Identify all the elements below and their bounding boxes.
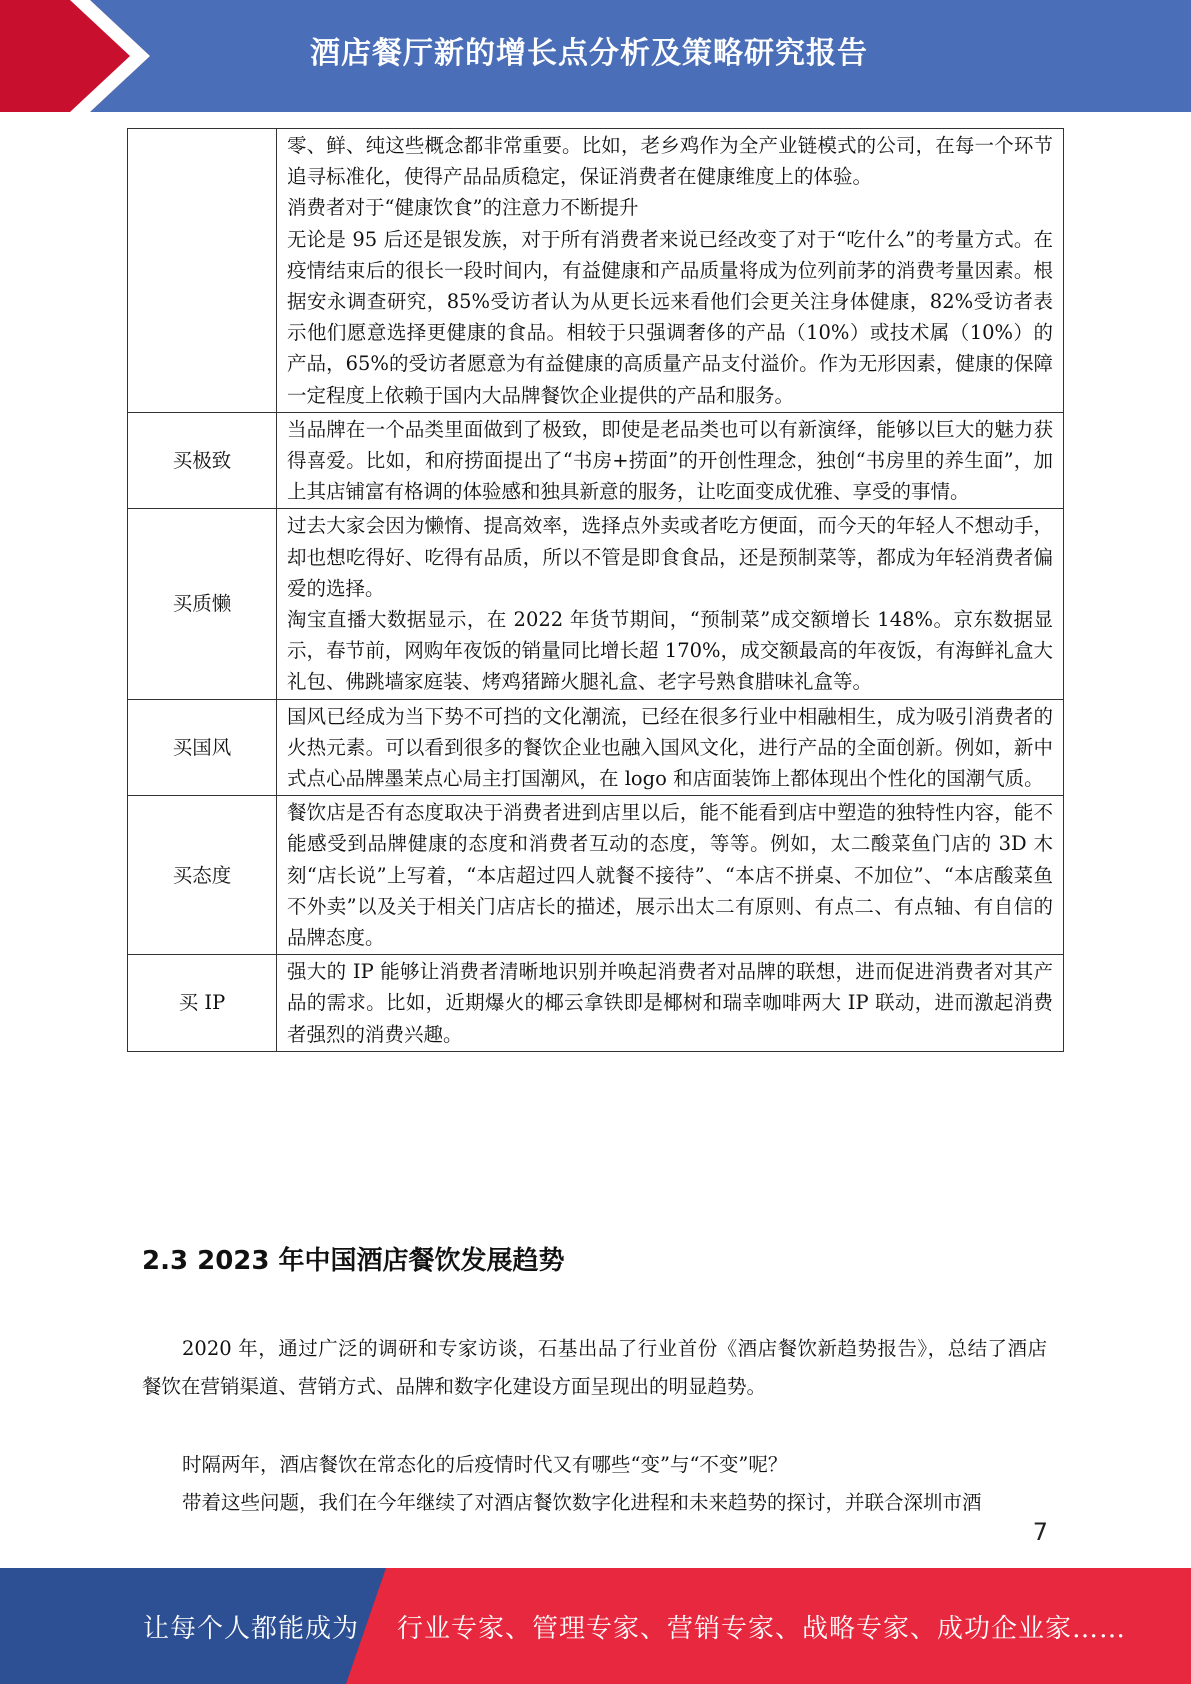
row-content [277,955,1064,1052]
footer-slogan-right: 行业专家、管理专家、营销专家、战略专家、成功企业家…… [397,1614,1127,1644]
row-content [277,699,1064,796]
page-footer [0,1568,1191,1684]
row-content [277,129,1064,413]
table-row [128,412,1064,509]
row-content-paragraph: 强大的 IP 能够让消费者清晰地识别并唤起消费者对品牌的联想，进而促进消费者对其产品的需求。比如，近期爆火的椰云拿铁即是椰树和瑞幸咖啡两大 IP 联动，进而激起消费者强烈的消费兴趣。 [287,960,1053,1046]
header-title: 酒店餐厅新的增长点分析及策略研究报告 [310,36,868,71]
row-content-paragraph: 淘宝直播大数据显示，在 2022 年货节期间，“预制菜”成交额增长 148%。京东数据显示，春节前，网购年夜饭的销量同比增长超 170%，成交额最高的年夜饭，有海鲜礼盒大礼包、佛跳墙家庭装、烤鸡猪蹄火腿礼盒、老字号熟食腊味礼盒等。 [287,608,1053,694]
row-content-paragraph: 当品牌在一个品类里面做到了极致，即使是老品类也可以有新演绎，能够以巨大的魅力获得喜爱。比如，和府捞面提出了“书房+捞面”的开创性理念，独创“书房里的养生面”，加上其店铺富有格调的体验感和独具新意的服务，让吃面变成优雅、享受的事情。 [287,417,1053,504]
table-row [128,699,1064,796]
row-category: 买 IP [128,955,277,1052]
section-paragraph-3: 带着这些问题，我们在今年继续了对酒店餐饮数字化进程和未来趋势的探讨，并联合深圳市酒 [182,1491,982,1514]
row-content [277,509,1064,699]
table-row [128,509,1064,699]
page-header [0,0,1191,112]
consumer-trends-table [127,128,1064,1052]
row-content-paragraph: 国风已经成为当下势不可挡的文化潮流，已经在很多行业中相融相生，成为吸引消费者的火热元素。可以看到很多的餐饮企业也融入国风文化，进行产品的全面创新。例如，新中式点心品牌墨茉点心局主打国潮风，在 logo 和店面装饰上都体现出个性化的国潮气质。 [287,704,1053,791]
row-category: 买极致 [128,412,277,509]
row-content-paragraph: 餐饮店是否有态度取决于消费者进到店里以后，能不能看到店中塑造的独特性内容，能不能感受到品牌健康的态度和消费者互动的态度，等等。例如，太二酸菜鱼门店的 3D 木刻“店长说”上写着，“本店超过四人就餐不接待”、“本店不拼桌、不加位”、“本店酸菜鱼不外卖”以及关于相关门店店长的描述，展示出太二有原则、有点二、有点轴、有自信的品牌态度。 [287,801,1053,950]
row-category: 买国风 [128,699,277,796]
row-content-paragraph: 过去大家会因为懒惰、提高效率，选择点外卖或者吃方便面，而今天的年轻人不想动手，却也想吃得好、吃得有品质，所以不管是即食食品，还是预制菜等，都成为年轻消费者偏爱的选择。 [287,514,1053,600]
section-paragraph-1: 2020 年，通过广泛的调研和专家访谈，石基出品了行业首份《酒店餐饮新趋势报告》，总结了酒店餐饮在营销渠道、营销方式、品牌和数字化建设方面呈现出的明显趋势。 [142,1337,1047,1398]
page-number: 7 [1032,1518,1048,1546]
row-content-paragraph: 无论是 95 后还是银发族，对于所有消费者来说已经改变了对于“吃什么”的考量方式。在疫情结束后的很长一段时间内，有益健康和产品质量将成为位列前茅的消费考量因素。根据安永调查研究，85%受访者认为从更长远来看他们会更关注身体健康，82%受访者表示他们愿意选择更健康的食品。相较于只强调奢侈的产品（10%）或技术属（10%）的产品，65%的受访者愿意为有益健康的高质量产品支付溢价。作为无形因素，健康的保障一定程度上依赖于国内大品牌餐饮企业提供的产品和服务。 [287,227,1053,407]
row-content [277,412,1064,509]
row-content-paragraph: 消费者对于“健康饮食”的注意力不断提升 [287,196,639,220]
row-content [277,796,1064,955]
table-row [128,955,1064,1052]
section-paragraph-2: 时隔两年，酒店餐饮在常态化的后疫情时代又有哪些“变”与“不变”呢？ [182,1453,788,1476]
footer-slogan-left: 让每个人都能成为 [143,1614,360,1644]
table-row [128,796,1064,955]
row-category [128,129,277,413]
row-category: 买质懒 [128,509,277,699]
table-row [128,129,1064,413]
row-category: 买态度 [128,796,277,955]
row-content-paragraph: 零、鲜、纯这些概念都非常重要。比如，老乡鸡作为全产业链模式的公司，在每一个环节追寻标准化，使得产品品质稳定，保证消费者在健康维度上的体验。 [287,134,1053,189]
section-heading: 2.3 2023 年中国酒店餐饮发展趋势 [142,1246,565,1276]
